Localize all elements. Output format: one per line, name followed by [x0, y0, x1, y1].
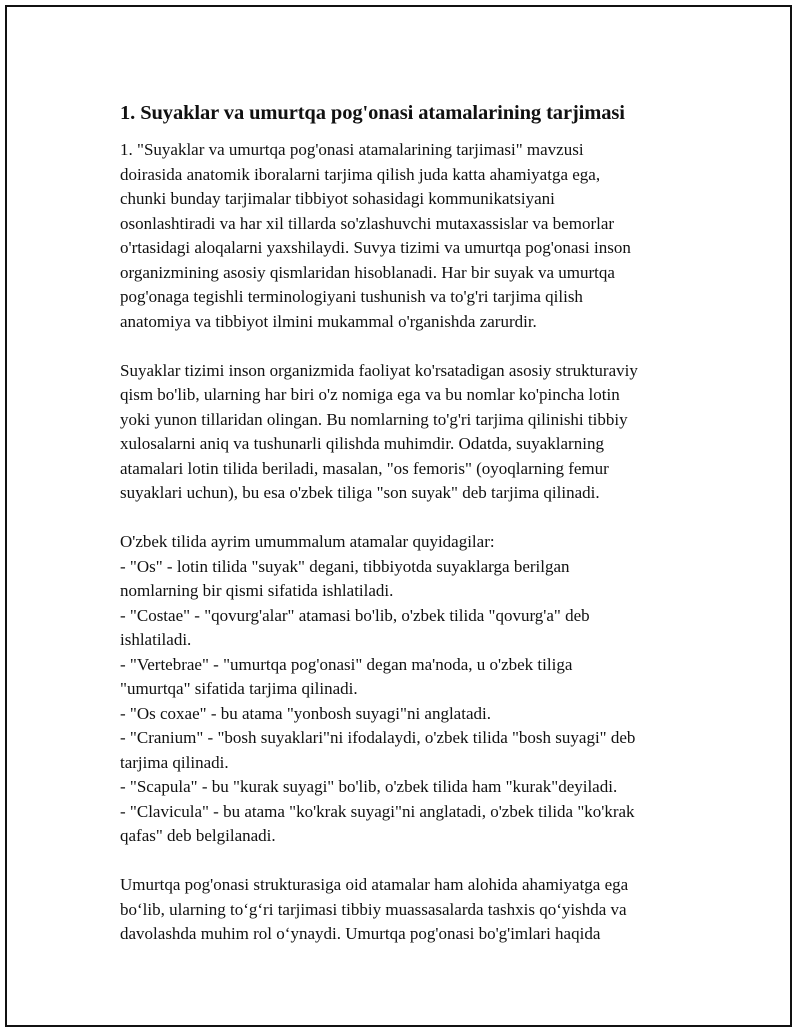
list-item: - "Os" - lotin tilida "suyak" degani, tibbiyotda suyaklarga berilgan nomlarning bir qismi sifatida ishlatiladi.: [120, 556, 570, 600]
list-item: - "Os coxae" - bu atama "yonbosh suyagi"ni anglatadi.: [120, 703, 491, 723]
list-item: - "Scapula" - bu "kurak suyagi" bo'lib, o'zbek tilida ham "kurak"deyiladi.: [120, 777, 618, 796]
paragraph-intro: 1. "Suyaklar va umurtqa pog'onasi atamalarining tarjimasi" mavzusi doirasida anatomik iboralarni tarjima qilish juda katta ahamiyatga ega, chunki bunday tarjimalar tibbiyot sohasidagi kommunikatsiyani osonlashtiradi va har xil tillarda so'zlashuvchi mutaxassislar va bemorlar o'rtasidagi aloqalarni yaxshilaydi. Suvya tizimi va umurtqa pog'onasi inson organizmining asosiy qismlaridan hisoblanadi. Har bir suyak va umurtqa pog'onaga tegishli terminologiyani tushunish va to'g'ri tarjima qilish anatomiya va tibbiyot ilmini mukammal o'rganishda zarurdir.: [120, 140, 631, 331]
paragraph-bone-system: Suyaklar tizimi inson organizmida faoliyat ko'rsatadigan asosiy strukturaviy qism bo'lib, ularning har biri o'z nomiga ega va bu nomlar ko'pincha lotin yoki yunon tillaridan olingan. Bu nomlarning to'g'ri tarjima qilinishi tibbiy xulosalarni aniq va tushunarli qilishda muhimdir. Odatda, suyaklarning atamalari lotin tilida beriladi, masalan, "os femoris" (oyoqlarning femur suyaklari uchun), bu esa o'zbek tiliga "son suyak" deb tarjima qilinadi.: [120, 360, 638, 502]
term-list-intro: O'zbek tilida ayrim umummalum atamalar quyidagilar:: [120, 532, 495, 551]
section-heading: 1. Suyaklar va umurtqa pog'onasi atamalarining tarjimasi: [120, 102, 625, 124]
list-item: - "Costae" - "qovurg'alar" atamasi bo'lib, o'zbek tilida "qovurg'a" deb ishlatiladi.: [120, 605, 590, 649]
document-page: [5, 5, 792, 1027]
term-list: [120, 530, 700, 849]
paragraph-spine: Umurtqa pog'onasi strukturasiga oid atamalar ham alohida ahamiyatga ega bo‘lib, ularning to‘g‘ri tarjimasi tibbiy muassasalarda tashxis qo‘yishda va davolashda muhim rol o‘ynaydi. Umurtqa pog'onasi bo'g'imlari haqida: [120, 875, 629, 943]
document-body: [120, 99, 700, 971]
list-item: - "Clavicula" - bu atama "ko'krak suyagi"ni anglatadi, o'zbek tilida "ko'krak qafas" deb belgilanadi.: [120, 801, 635, 845]
list-item: - "Vertebrae" - "umurtqa pog'onasi" degan ma'noda, u o'zbek tiliga "umurtqa" sifatida tarjima qilinadi.: [120, 654, 573, 698]
list-item: - "Cranium" - "bosh suyaklari"ni ifodalaydi, o'zbek tilida "bosh suyagi" deb tarjima qilinadi.: [120, 728, 636, 772]
